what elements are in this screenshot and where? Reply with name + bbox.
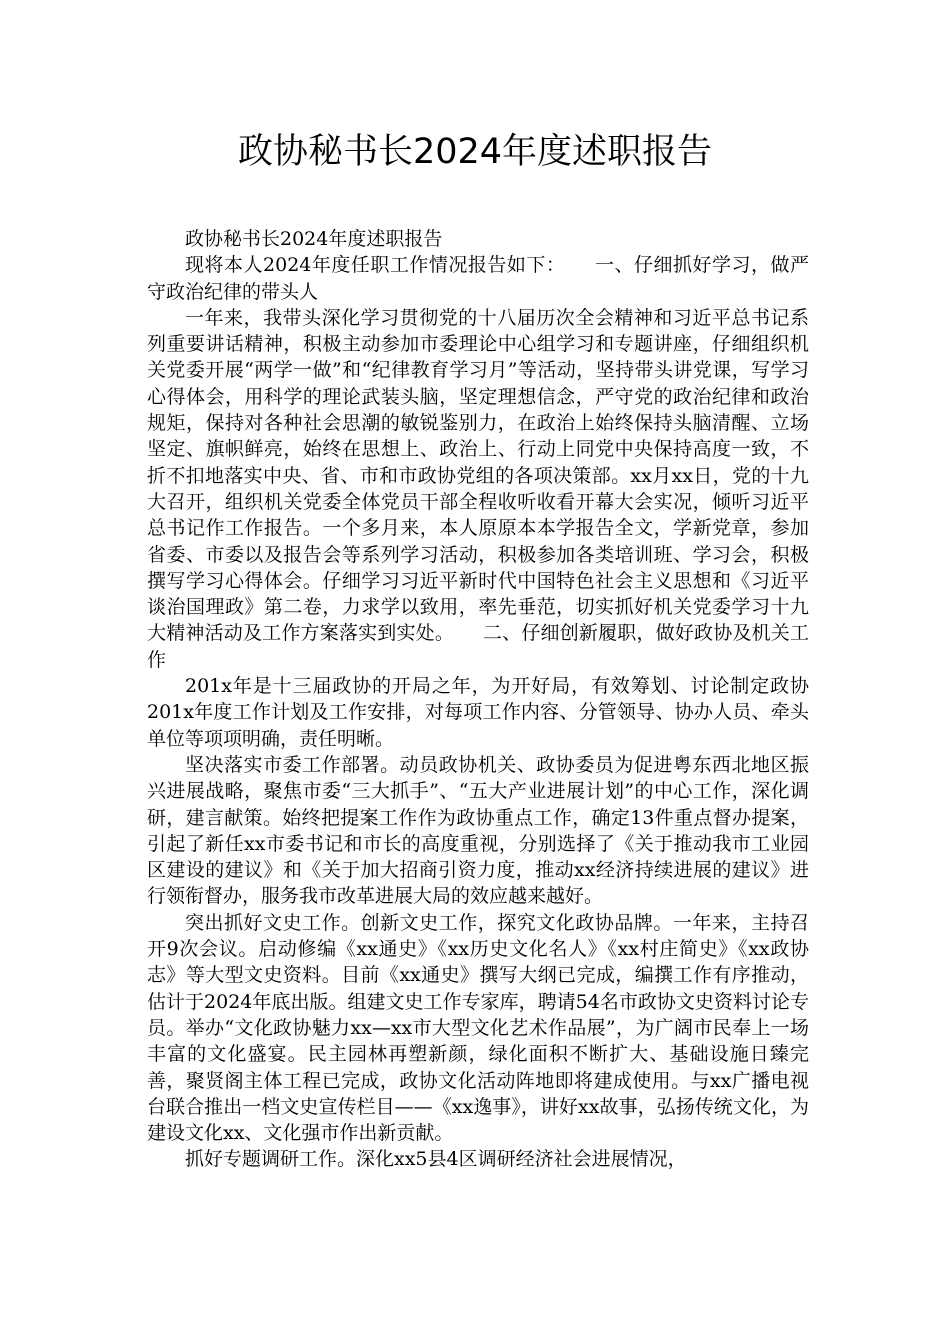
paragraph-heading-repeat: 政协秘书长2024年度述职报告 bbox=[185, 228, 443, 250]
document-title: 政协秘书长2024年度述职报告 bbox=[237, 132, 713, 172]
paragraph-study: 一年来，我带头深化学习贯彻党的十八届历次全会精神和习近平总书记系列重要讲话精神，积极主动参加市委理论中心组学习和专题讲座，仔细组织机关党委开展“两学一做”和“纪律教育学习月”等活动，坚持带头讲党课，写学习心得体会，用科学的理论武装头脑，坚定理想信念，严守党的政治纪律和政治规矩，保持对各种社会思潮的敏锐鉴别力，在政治上始终保持头脑清醒、立场坚定、旗帜鲜亮，始终在思想上、政治上、行动上同党中央保持高度一致，不折不扣地落实中央、省、市和市政协党组的各项决策部。xx月xx日，党的十九大召开，组织机关党委全体党员干部全程收听收看开幕大会实况，倾听习近平总书记作工作报告。一个多月来，本人原原本本学报告全文，学新党章，参加省委、市委以及报告会等系列学习活动，积极参加各类培训班、学习会，积极撰写学习心得体会。仔细学习习近平新时代中国特色社会主义思想和《习近平谈治国理政》第二卷，力求学以致用，率先垂范，切实抓好机关党委学习十九大精神活动及工作方案落实到实处。 二、仔细创新履职，做好政协及机关工作 bbox=[147, 306, 809, 671]
paragraph-research: 抓好专题调研工作。深化xx5县4区调研经济社会进展情况， bbox=[185, 1148, 687, 1171]
paragraph-intro: 现将本人2024年度任职工作情况报告如下： 一、仔细抓好学习，做严守政治纪律的带头人 bbox=[147, 254, 809, 303]
paragraph-literature-history: 突出抓好文史工作。创新文史工作，探究文化政协品牌。一年来，主持召开9次会议。启动修编《xx通史》《xx历史文化名人》《xx村庄简史》《xx政协志》等大型文史资料。目前《xx通史》撰写大纲已完成，编撰工作有序推动，估计于2024年底出版。组建文史工作专家库，聘请54名市政协文史资料讨论专员。举办“文化政协魅力xx—xx市大型文化艺术作品展”，为广阔市民奉上一场丰富的文化盛宴。民主园林再塑新颜，绿化面积不断扩大、基础设施日臻完善，聚贤阁主体工程已完成，政协文化活动阵地即将建成使用。与xx广播电视台联合推出一档文史宣传栏目——《xx逸事》，讲好xx故事，弘扬传统文化，为建设文化xx、文化强市作出新贡献。 bbox=[147, 911, 809, 1145]
document-body bbox=[147, 226, 809, 1173]
paragraph-deployment: 坚决落实市委工作部署。动员政协机关、政协委员为促进粤东西北地区振兴进展战略，聚焦市委“三大抓手”、“五大产业进展计划”的中心工作，深化调研，建言献策。始终把提案工作作为政协重点工作，确定13件重点督办提案，引起了新任xx市委书记和市长的高度重视，分别选择了《关于推动我市工业园区建设的建议》和《关于加大招商引资力度，推动xx经济持续进展的建议》进行领衔督办，服务我市改革进展大局的效应越来越好。 bbox=[147, 753, 809, 908]
paragraph-plan: 201x年是十三届政协的开局之年，为开好局，有效筹划、讨论制定政协201x年度工作计划及工作安排，对每项工作内容、分管领导、协办人员、牵头单位等项项明确，责任明晰。 bbox=[147, 675, 809, 750]
